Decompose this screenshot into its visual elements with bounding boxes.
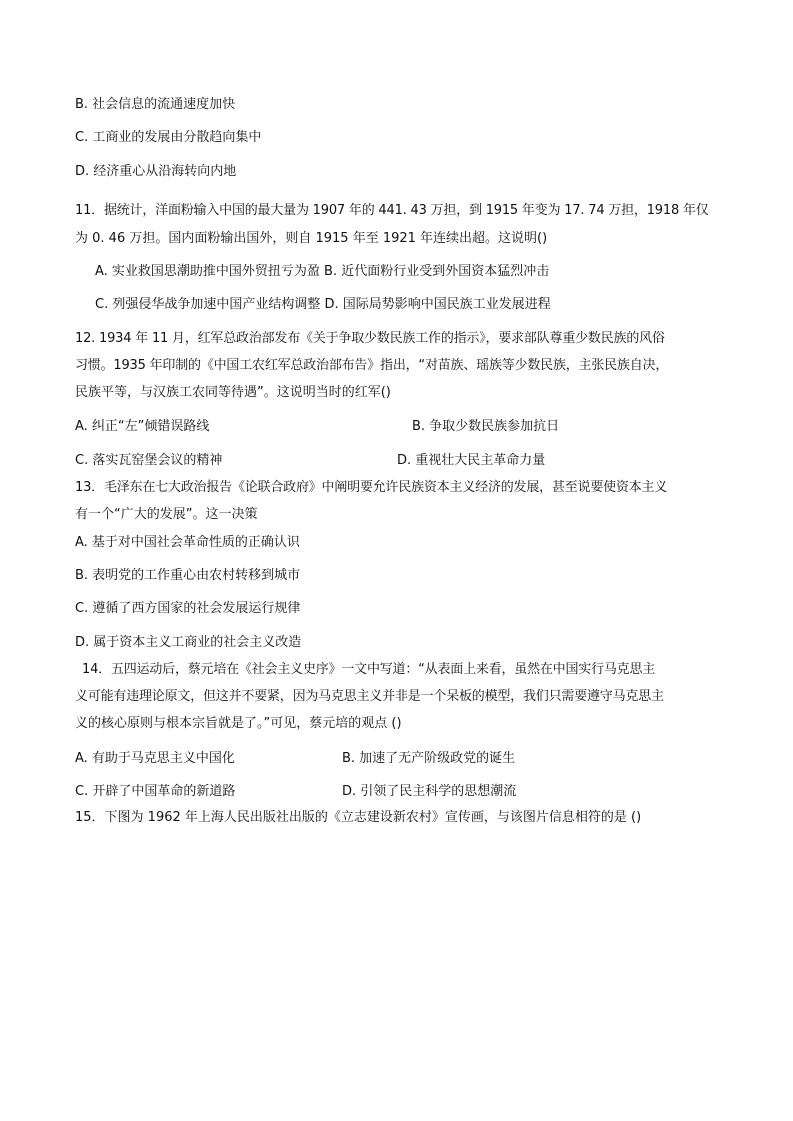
q14-stem-line2: 义可能有违理论原文，但这并不要紧，因为马克思主义并非是一个呆板的模型，我们只需要遵守马克思主 xyxy=(75,689,664,704)
q13-option-c: C. 遵循了西方国家的社会发展运行规律 xyxy=(75,601,301,616)
q12-option-d: D. 重视壮大民主革命力量 xyxy=(397,453,546,468)
q12-stem-line3: 民族平等，与汉族工农同等待遇”。这说明当时的红军() xyxy=(75,385,391,400)
q11-options-ab: A. 实业救国思潮助推中国外贸扭亏为盈 B. 近代面粉行业受到外国资本猛烈冲击 xyxy=(95,264,550,279)
q13-stem-line1: 13．毛泽东在七大政治报告《论联合政府》中阐明要允许民族资本主义经济的发展，甚至说要使资本主义 xyxy=(75,480,668,495)
q12-option-b: B. 争取少数民族参加抗日 xyxy=(412,419,560,434)
q15-stem-line1: 15．下图为 1962 年上海人民出版社出版的《立志建设新农村》宣传画，与该图片信息相符的是 () xyxy=(75,810,642,825)
q12-option-c: C. 落实瓦窑堡会议的精神 xyxy=(75,453,223,468)
q12-stem-line1: 12. 1934 年 11 月，红军总政治部发布《关于争取少数民族工作的指示》，要求部队尊重少数民族的风俗 xyxy=(75,331,665,346)
q13-stem-line2: 有一个“广大的发展”。这一决策 xyxy=(75,507,258,522)
q10-option-c: C. 工商业的发展由分散趋向集中 xyxy=(75,130,262,145)
q11-options-cd: C. 列强侵华战争加速中国产业结构调整 D. 国际局势影响中国民族工业发展进程 xyxy=(95,297,551,312)
q14-option-d: D. 引领了民主科学的思想潮流 xyxy=(342,784,517,799)
q12-option-a: A. 纠正“左”倾错误路线 xyxy=(75,419,210,434)
q11-stem-line1: 11．据统计，洋面粉输入中国的最大量为 1907 年的 441. 43 万担，到 1915 年变为 17. 74 万担，1918 年仅 xyxy=(75,203,709,218)
q10-option-b: B. 社会信息的流通速度加快 xyxy=(75,97,236,112)
q14-stem-line3: 义的核心原则与根本宗旨就是了。”可见，蔡元培的观点 () xyxy=(75,716,402,731)
q13-option-b: B. 表明党的工作重心由农村转移到城市 xyxy=(75,568,301,583)
q12-stem-line2: 习惯。1935 年印制的《中国工农红军总政治部布告》指出，“对苗族、瑶族等少数民族，主张民族自决， xyxy=(75,358,669,373)
q14-option-c: C. 开辟了中国革命的新道路 xyxy=(75,784,236,799)
q13-option-d: D. 属于资本主义工商业的社会主义改造 xyxy=(75,635,302,650)
q13-option-a: A. 基于对中国社会革命性质的正确认识 xyxy=(75,535,300,550)
q14-stem-line1: 14．五四运动后，蔡元培在《社会主义史序》一文中写道：“从表面上来看，虽然在中国实行马克思主 xyxy=(82,662,656,677)
q14-option-b: B. 加速了无产阶级政党的诞生 xyxy=(342,751,516,766)
q14-option-a: A. 有助于马克思主义中国化 xyxy=(75,751,235,766)
q10-option-d: D. 经济重心从沿海转向内地 xyxy=(75,164,237,179)
q11-stem-line2: 为 0. 46 万担。国内面粉输出国外，则自 1915 年至 1921 年连续出超。这说明() xyxy=(75,231,548,246)
